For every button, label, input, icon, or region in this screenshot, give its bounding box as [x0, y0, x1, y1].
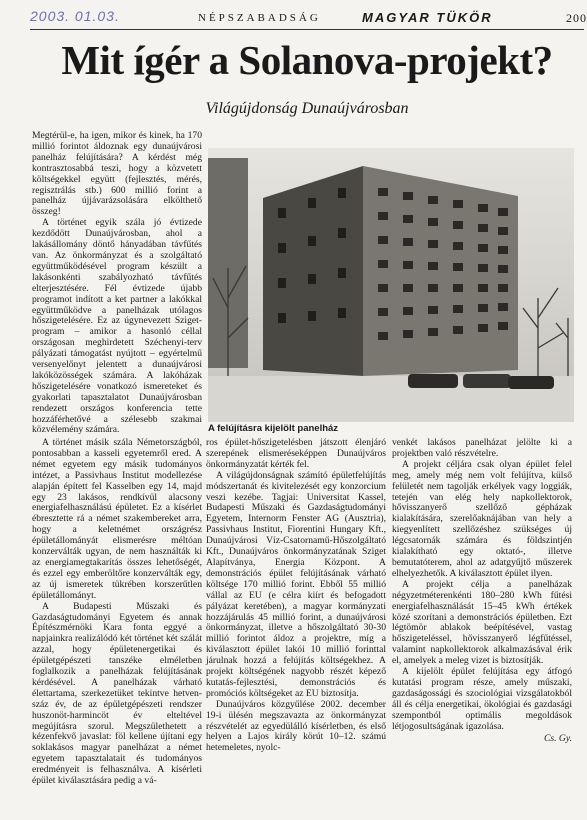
paragraph: A történet egyik szála jó évtizede kezdődött Dunaújvárosban, ahol a lakásállomány döntő hányadában távfűtés van. Az önkormányzat és a szolgáltató együttműködésével program készült a lakásonkénti szabályozható távfűtés elterjesztésére. Fél évtizede újabb programot indított a ket partner a lakókkal együttműködve a panelházak utólagos hőszigetelésére. Ez az úgynevezett Sziget-program – amikor a hasonló céllal országosan meghirdetett Széchenyi-terv pályázati támogatást nyújtott – egyértelmű versenyelőnyt jelentett a dunaújvárosi lakóközösségek számára. A lakóházak hőszigetelésére vonatkozó ismereteket és gyakorlati tapasztalatot Dunaújvárosban rendezett országos konferencia tette hozzáférhetővé a szélesebb szakmai közvélemény számára. [32, 217, 202, 436]
paragraph: A világújdonságnak számító épületfelújítás módszertanát és kivitelezését egy konzorcium veszi kezébe. Tagjai: Universitat Kassel, Budapesti Műszaki és Gazdaságtudományi Egyetem, Internorm Fenster AG (Ausztria), Passivhaus Institut, Fiorentini Hungary Kft., Dunaújvárosi Víz-Csatornamű-Hőszolgáltató Kft., Dunaújváros önkormányzatának Sziget Alapítványa, Energia Központ. A demonstrációs épület felújításának várható költsége 170 millió forint. Ebből 55 millió vállal az EU (e célra kiírt és befogadott pályázat keretében), a magyar kormányzati hozzájárulás 45 millió forint, a dunaújvárosi önkormányzat, illetve a hőszolgáltató 30-30 millió forintot áldoz a projektre, míg a kiválasztott épület lakói 10 millió forinttal járulnak hozzá a felújítás költségekhez. A projekt költségének nagyobb részét képező kutatás-fejlesztési, demonstrációs és promóciós költségeket az EU biztosítja. [206, 469, 386, 699]
panel-building-image [208, 148, 574, 422]
paragraph: A projekt célja a panelházak négyzetméterenkénti 180–280 kWh fűtési energiafelhasználását 15–45 kWh értékek közé szorítani a demonstrációs épületben. Ezt légtömör ablakok beépítésével, vastag hőszigeteléssel, hővisszanyerő légfűtéssel, valamint napkollektorok alkalmazásával érik el, amelyek a meleg vizet is biztosítják. [392, 578, 572, 667]
paragraph: A projekt céljára csak olyan épület felel meg, amely még nem volt felújítva, külső felületét nem tagolják erkélyek vagy loggiák, tetején van elég hely napkollektorok, hővisszanyerő szellőző gépházak kialakítására, szerelőaknájában van hely a kiegyenlített szellőzéshez szükséges új légcsatornák számára és földszintjén kialakítható egy oktató-, illetve bemutatóterem, ahol az adatgyűjtő műszerek elhelyezhetők. A kiválasztott épület ilyen. [392, 458, 572, 579]
paragraph: Megtérül-e, ha igen, mikor és kinek, ha 170 millió forintot áldoznak egy dunaújvárosi panelház felújítására? A kérdést még kontrasztosabbá teszi, hogy a közvetett költségekkel együtt (fejlesztés, mérés, regisztrálás stb.) 600 millió forint a panelház újjávarázsolására elkölthető összeg! [32, 130, 202, 218]
paragraph: A kijelölt épület felújítása egy átfogó kutatási program része, amely műszaki, gazdaságossági és szociológiai vizsgálatokból áll és célja energetikai, ökológiai és gazdasági szempontból optimális megoldások létjogosultságának igazolása. [392, 666, 572, 732]
page-header [30, 8, 587, 30]
author-signature: Cs. Gy. [544, 733, 572, 745]
paragraph: ros épület-hőszigetelésben játszott élenjáró szerepének elismeréseképpen Dunaújváros önkormányzatát kérték fel. [206, 437, 386, 470]
column-1-bottom [32, 438, 202, 787]
column-1-top [32, 131, 202, 436]
photo-caption: A felújításra kijelölt panelház [208, 423, 339, 434]
header-year: 200 [566, 11, 587, 25]
newspaper-name: NÉPSZABADSÁG [198, 12, 321, 24]
article-subtitle: Világújdonság Dunaújvárosban [205, 100, 409, 117]
article-title: Mit ígér a Solanova-projekt? [61, 37, 553, 83]
header-rule [30, 29, 584, 30]
paragraph: Dunaújváros közgyűlése 2002. december 19-i ülésén megszavazta az önkormányzat részvételét az egyedülálló kísérletben, és első helyen a Lajos király körút 10–12. számú hetemeletes, nyolc- [206, 698, 386, 754]
paragraph: A történet másik szála Németországból, pontosabban a kasseli egyetemről ered. A német egyetem egy másik tudományos intézet, a Passivhaus Institut modellezése alapján épített fel Kasselben egy 14, majd egy 23 lakásos, rendkívül alacsony energiafelhasználású épületet. Ez a kísérlet ébresztette rá a német szakembereket arra, hogy a keletnémet országrész épületállományát elismerésre méltóan konzerválták ugyan, de nem használták ki az energiamegtakarítás összes lehetőségét, és ezzel egy emberöltőre konzerválták egy, az új ismeretek tükrében korszerűtlen épületállományt. [32, 437, 202, 601]
section-name: MAGYAR TÜKÖR [362, 10, 493, 25]
paragraph: A Budapesti Műszaki és Gazdaságtudományi Egyetem és annak Építészmérnöki Kara fonta eggyé a napjainkra realizálódó két történet két szálát azzal, hogy épületenergetikai és épületgépészeti tanszéke elméletben foglalkozik a panelházak felújításának kérdésével. A panelházak várható élettartama, szerkezetüket tekintve hetven-száz év, de az épületgépészeti rendszer huszonöt-harmincöt év elteltével megújításra szorul. Megszülethetett a kézenfekvő javaslat: föl kellene újítani egy soklakásos magyar panelházat a német egyetem tapasztalatait és tudományos eredményeit is felhasználva. A kísérleti épület kiválasztására pedig a vá- [32, 600, 202, 787]
paragraph: venkét lakásos panelházat jelölte ki a projektben való részvételre. [392, 437, 572, 459]
column-2 [206, 438, 386, 754]
building-photo [208, 148, 574, 422]
handwritten-date: 2003. 01.03. [30, 8, 120, 24]
column-3 [392, 438, 572, 745]
